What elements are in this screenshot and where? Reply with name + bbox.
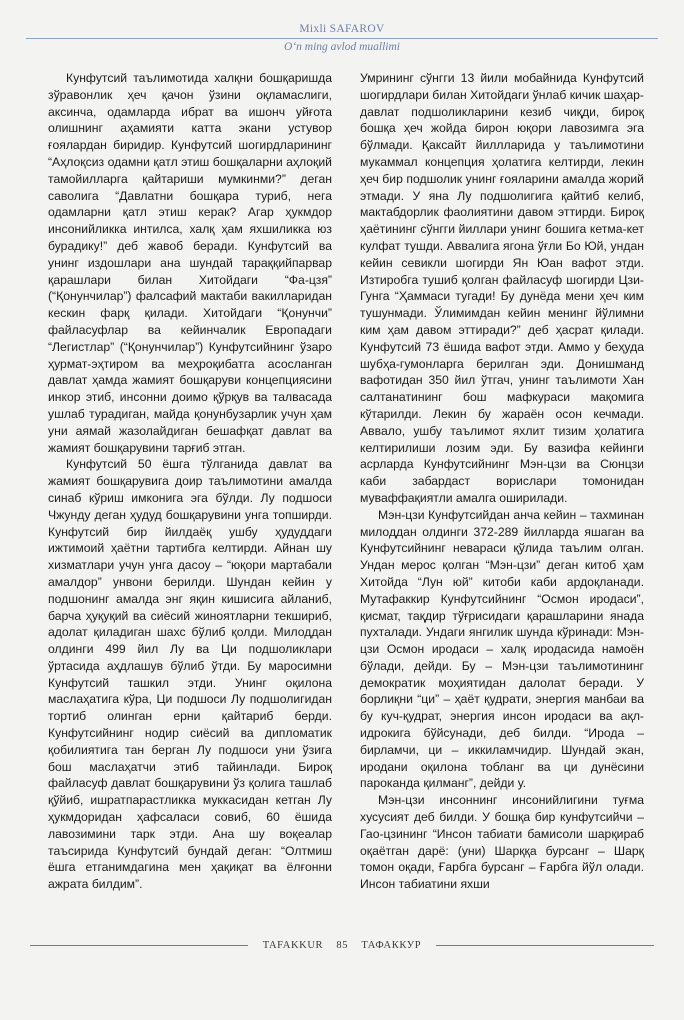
paragraph: Умрининг сўнгги 13 йили мобайнида Кунфутсий шогирдлари билан Хитойдаги ўнлаб кичик шаҳар-давлат подшоликларини кезиб чиқди, бироқ бошқа ҳеч жойда бирон юқори лавозимга эга бўлмади. Қаксайт йиллларида у таълимотини мукаммал концепция ҳолатига келтирди, лекин ҳеч бир подшолик унинг ғояларини амалда жорий этмади. У яна Лу подшолигига қайтиб келиб, мактабдорлик фаолиятини давом эттирди. Бироқ ҳаётининг сўнгги йиллари унинг бошига кетма-кет кулфат тушди. Аввалига ягона ўғли Бо Юй, ундан кейин севикли шогирди Ян Юан вафот этди. Изтиробга тушиб қолган файласуф шогирди Цзи-Гунга “Ҳаммаси тугади! Бу дунёда мени ҳеч ким тушунмади. Ўлимимдан кейин менинг йўлимни ким ҳам давом эттиради?” деб ҳасрат қилади. Кунфутсий 73 ёшида вафот этди. Аммо у беҳуда шубҳа-гумонларга берилган эди. Донишманд вафотидан 350 йил ўтгач, унинг таълимоти Хан салтанатининг бош мафкураси мақомига кўтарилди. Лекин бу жараён осон кечмади. Аввало, ушбу таълимот яхлит тизим ҳолатига келтирилиши лозим эди. Бу вазифа кейинги асрларда Кунфутсийнинг Мэн-цзи ва Сюнцзи каби забардаст ворислари томонидан муваффақиятли амалга оширилади. [360,71,644,505]
running-header [26,22,658,54]
running-header-title: O‘n ming avlod muallimi [284,41,400,53]
paragraph: Мэн-цзи инсоннинг инсонийлигини туғма хусусият деб билди. У бошқа бир кунфутсийчи – Гао-цзининг “Инсон табиати бамисоли шарқираб оқаётган дарё: (уни) Шарққа бурсанг – Шарқ томон оқади, Ғарбга бурсанг – Ғарбга йўл олади. Инсон табиатини яхши [360,793,644,892]
running-header-author: Mixli SAFAROV [299,23,385,35]
footer-magazine-latin: TAFAKKUR [262,940,324,951]
paragraph: Мэн-цзи Кунфутсийдан анча кейин – тахминан милоддан олдинги 372-289 йилларда яшаган ва Кунфутсийнинг невараси қўлида таълим олган. Ундан мерос қолган “Мэн-цзи” деган китоб ҳам Хитойда “Лун юй” китоби каби ардоқланади. Мутафаккир Кунфутсийнинг “Осмон иродаси”, қисмат, тақдир тўғрисидаги қарашларини янада пухталади. Ундаги янгилик шунда кўринади: Мэн-цзи Осмон иродаси – халқ иродасида намоён бўлади, дейди. Бу – Мэн-цзи таълимотининг демократик моҳиятидан далолат беради. У борлиқни “ци” – ҳаёт қудрати, энергия манбаи ва бу куч-қудрат, энергия инсон иродаси ва ақл-идрокига бўйсунади, деб билди. “Ирода – бирламчи, ци – иккиламчидир. Шундай экан, иродани оқилона тобланг ва ци дунёсини пароканда қилманг”, дейди у. [360,507,644,791]
right-column [360,70,644,928]
paragraph: Кунфутсий таълимотида халқни бошқаришда зўравонлик ҳеч қачон ўзини оқламаслиги, аксинча, одамларда ибрат ва ишонч уйғота олишнинг аҳамияти катта экани устувор ғоялардан биридир. Кунфутсий шогирдларининг “Аҳлоқсиз одамни қатл этиш бошқаларни аҳлоқий тамойилларга қайтариши мумкинми?” деган саволига “Давлатни бошқара туриб, нега одамларни қатл этиш керак? Агар ҳукмдор инсонийликка интилса, халқ ҳам яхшиликка юз бурадику!” деб жавоб беради. Кунфутсий ва унинг издошлари ана шундай тараққийпарвар қарашлари билан Хитойдаги “Фа-цзя” (“Қонунчилар”) фалсафий мактаби вакилларидан кескин фарқ қилади. Хитойдаги “Қонунчи” файласуфлар ва кейинчалик Европадаги “Легистлар” (“Қонунчилар”) Кунфутсийнинг ўзаро ҳурмат-эҳтиром ва меҳроқибатга асосланган давлат ҳамда жамият бошқаруви концепциясини инкор этиб, инсонни доимо қўрқув ва талвасада ушлаб турадиган, майда қонунбузарлик учун ҳам уни аямай жазолайдиган бешафқат давлат ва жамият бошқарувини тарғиб этган. [48,71,332,455]
footer-divider-left [30,945,248,946]
page-number: 85 [336,940,349,951]
page-footer [30,940,654,951]
footer-divider-right [436,945,654,946]
footer-label [248,940,436,951]
header-divider [26,38,658,39]
paragraph: Кунфутсий 50 ёшга тўлганида давлат ва жамият бошқарувига доир таълимотини амалда синаб кўриш имконига эга бўлди. Лу подшоси Чжунду деган ҳудуд бошқарувини унга топширди. Кунфутсий бир йилдаёқ ушбу ҳудуддаги ижтимоий ҳаётни тартибга келтирди. Айнан шу хизматлари учун унга дасоу – “юқори мартабали амалдор” унвони берилди. Шундан кейин у подшонинг амалда энг яқин кишисига айланиб, барча ҳуқуқий ва сиёсий жиноятларни текшириб, адолат қиладиган шахс бўлиб қолди. Милоддан олдинги 499 йил Лу ва Ци подшоликлари ўртасида аҳдлашув бўлиб ўтди. Бу маросимни Кунфутсий ташкил этди. Унинг оқилона маслаҳатига кўра, Ци подшоси Лу подшолигидан тортиб олинган ерни қайтариб берди. Кунфутсийнинг нодир сиёсий ва дипломатик қобилиятига тан берган Лу подшоси уни ўзига бош маслаҳатчи этиб тайинлади. Бироқ файласуф давлат бошқарувини ўз қолига ташлаб қўйиб, ишратпарастликка муккасидан кетган Лу ҳукмдоридан ҳафсаласи совиб, 60 ёшида лавозимини тарк этди. Ана шу воқеалар таъсирида Кунфутсий бундай деган: “Олтмиш ёшга етганимдагина мен ҳақиқат ва ёлғонни ажрата билдим”. [48,457,332,892]
left-column [48,70,332,928]
article-body [48,70,644,928]
footer-magazine-cyrillic: ТАФАККУР [361,940,422,951]
